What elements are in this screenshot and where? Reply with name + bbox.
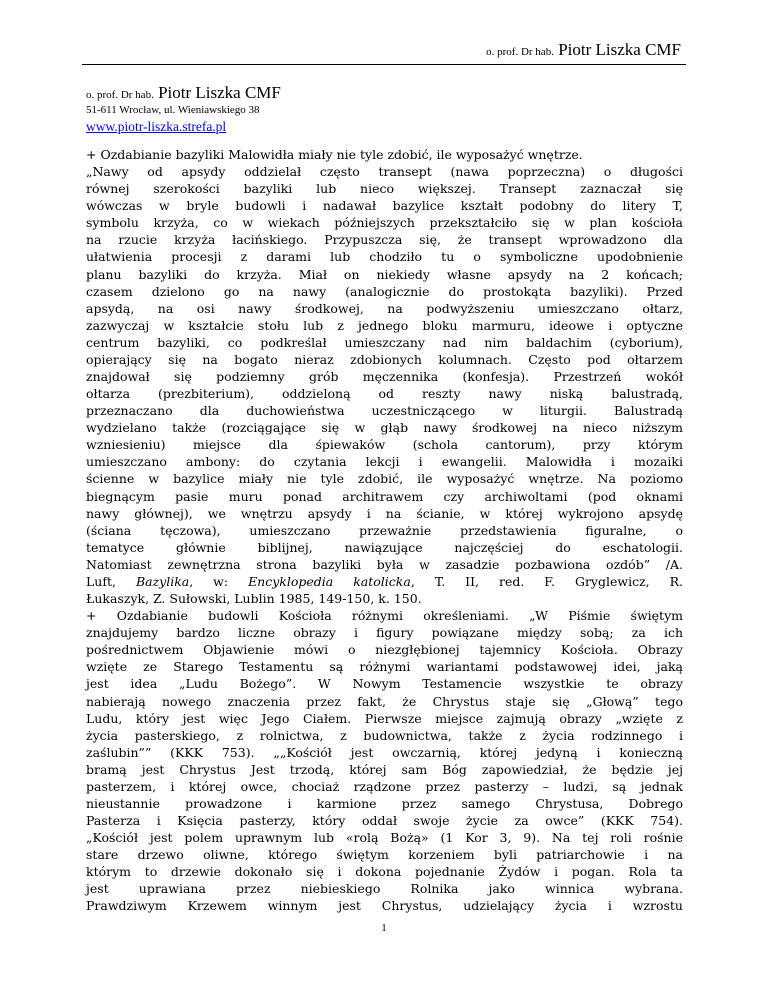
- body-line: „Kościół jest polem uprawnym lub «rolą Bożą» (1 Kor 3, 9). Na tej roli rośnie: [86, 830, 683, 846]
- running-header: [486, 40, 681, 60]
- body-text: [86, 146, 683, 915]
- body-line: centrum bazyliki, co podkreślał umieszczany nad nim baldachim (cyborium),: [86, 334, 683, 350]
- body-line: jest uprawiana przez niebieskiego Rolnika jako winnica wybrana.: [86, 881, 683, 897]
- running-header-prefix: o. prof. Dr hab.: [486, 46, 554, 58]
- author-address: 51-611 Wrocław, ul. Wieniawskiego 38: [86, 104, 260, 116]
- body-line: którym to drzewie dokonało się i dokona pojednanie Żydów i pogan. Rola ta: [86, 864, 683, 880]
- cited-title: Encyklopedia katolicka: [248, 573, 411, 589]
- running-header-name: Piotr Liszka CMF: [558, 40, 681, 59]
- author-name: Piotr Liszka CMF: [158, 83, 281, 102]
- body-line: Łukaszyk, Z. Sułowski, Lublin 1985, 149-150, k. 150.: [86, 591, 422, 607]
- body-line: nieustannie prowadzone i karmione przez samego Chrystusa, Dobrego: [86, 795, 683, 811]
- body-line: ołtarza (prezbiterium), oddzieloną od reszty nawy niską balustradą,: [86, 386, 683, 402]
- body-line: wzięte ze Starego Testamentu są różnymi wariantami podstawowej idei, jaką: [86, 659, 683, 675]
- body-line: Prawdziwym Krzewem winnym jest Chrystus, udzielający życia i wzrostu: [86, 898, 683, 914]
- header-divider: [82, 64, 686, 65]
- author-prefix: o. prof. Dr hab.: [86, 89, 154, 101]
- body-line: nabierają nowego znaczenia przez fakt, że Chrystus staje się „Głową” tego: [86, 693, 683, 709]
- body-line: życia pasterskiego, z rolnictwa, z budownictwa, także z życia rodzinnego i: [86, 727, 683, 743]
- body-line: umieszczano ambony: do czytania lekcji i ewangelii. Malowidła i mozaiki: [86, 454, 683, 470]
- body-line: znajdował się podziemny grób męczennika (konfesja). Przestrzeń wokół: [86, 369, 683, 385]
- body-line: znajdujemy bardzo liczne obrazy i figury powiązane między sobą; za ich: [86, 625, 683, 641]
- body-line: zaślubin”” (KKK 753). „„Kościół jest owczarnią, której jedyną i konieczną: [86, 744, 683, 760]
- body-line: Ludu, który jest więc Jego Ciałem. Pierwsze miejsce zajmują obrazy „wzięte z: [86, 710, 683, 726]
- body-line: Luft, Bazylika, w: Encyklopedia katolicka, T. II, red. F. Gryglewicz, R.: [86, 573, 683, 589]
- body-line: ścienne w bazylice miały nie tyle zdobić, ile wyposażyć wnętrze. Na poziomo: [86, 471, 683, 487]
- body-line: równej szerokości bazyliki lub nieco większej. Transept zaznaczał się: [86, 181, 683, 197]
- body-line: na rzucie krzyża łacińskiego. Przypuszcza się, że transept wprowadzono dla: [86, 232, 683, 248]
- body-line: (ściana tęczowa), umieszczano przeważnie przedstawienia figuralne, o: [86, 522, 683, 538]
- body-line: zazwyczaj w kształcie stołu lub z jednego bloku marmuru, ideowe i optyczne: [86, 317, 683, 333]
- author-block: [86, 84, 281, 135]
- body-line: jest idea „Ludu Bożego”. W Nowym Testamencie wszystkie te obrazy: [86, 676, 683, 692]
- body-line: opierający się na bogato nieraz zdobionych kolumnach. Często pod ołtarzem: [86, 351, 683, 367]
- body-line: + Ozdabianie bazyliki Malowidła miały nie tyle zdobić, ile wyposażyć wnętrze.: [86, 147, 583, 162]
- body-line: apsydą, na osi nawy środkowej, na podwyższeniu umieszczano ołtarz,: [86, 300, 683, 316]
- body-line: tematyce głównie biblijnej, nawiązujące najczęściej do eschatologii.: [86, 539, 683, 555]
- website-link[interactable]: www.piotr-liszka.strefa.pl: [86, 119, 227, 134]
- body-line: stare drzewo oliwne, którego świętym korzeniem byli patriarchowie i na: [86, 847, 683, 863]
- body-line: nawy głównej), we wnętrzu apsydy i na ścianie, w której wykrojono apsydę: [86, 505, 683, 521]
- body-line: pasterzem, i której owce, chociaż rządzone przez pasterzy – ludzi, są jednak: [86, 778, 683, 794]
- body-line: „Nawy od apsydy oddzielał często transept (nawa poprzeczna) o długości: [86, 164, 683, 180]
- page-number: 1: [381, 922, 387, 934]
- body-line: ułatwienia procesji z darami lub chodziło tu o symboliczne upodobnienie: [86, 249, 683, 265]
- author-line: [86, 84, 281, 101]
- body-line: biegnącym pasie muru ponad architrawem czy archiwoltami (pod oknami: [86, 488, 683, 504]
- body-line: + Ozdabianie budowli Kościoła różnymi określeniami. „W Piśmie świętym: [86, 608, 683, 624]
- body-line: wzniesieniu) miejsce dla śpiewaków (schola cantorum), przy którym: [86, 437, 683, 453]
- body-line: przeznaczano dla duchowieństwa uczestniczącego w liturgii. Balustradą: [86, 403, 683, 419]
- body-line: bramą jest Chrystus Jest trzodą, której sam Bóg zapowiedział, że będzie jej: [86, 761, 683, 777]
- body-line: Natomiast zewnętrzna strona bazyliki była w zasadzie pozbawiona ozdób” /A.: [86, 556, 683, 572]
- body-line: wówczas w bryle budowli i nadawał bazylice kształt podobny do litery T,: [86, 198, 683, 214]
- cited-title: Bazylika: [135, 573, 190, 589]
- body-line: czasem dzielono go na nawy (analogicznie do prostokąta bazyliki). Przed: [86, 283, 683, 299]
- body-line: Pasterza i Księcia pasterzy, który oddał swoje życie za owce” (KKK 754).: [86, 813, 683, 829]
- body-line: pośrednictwem Objawienie mówi o niezgłębionej tajemnicy Kościoła. Obrazy: [86, 642, 683, 658]
- body-line: wydzielano także (rozciągające się w głąb nawy środkowej na nieco niższym: [86, 420, 683, 436]
- body-line: symbolu krzyża, co w wiekach późniejszych przekształciło się w plan kościoła: [86, 215, 683, 231]
- body-line: planu bazyliki do krzyża. Miał on niekiedy własne apsydy na 2 końcach;: [86, 266, 683, 282]
